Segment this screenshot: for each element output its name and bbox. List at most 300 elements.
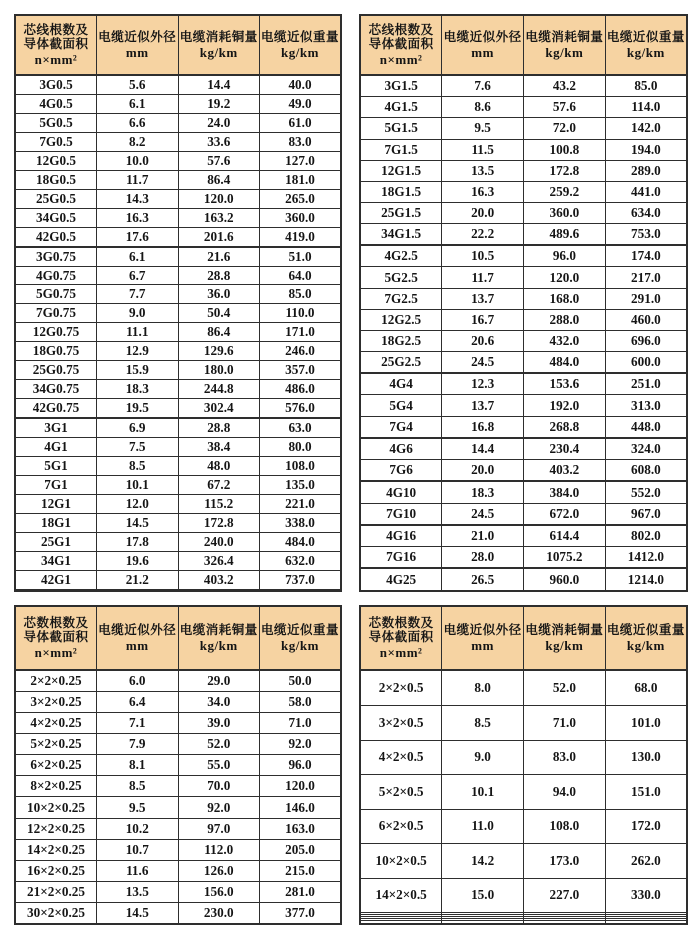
value-cell: 230.0	[178, 902, 260, 924]
spec-cell: 25G0.75	[15, 361, 97, 380]
value-cell: 240.0	[178, 532, 260, 551]
header-line: 芯线根数及	[368, 22, 434, 37]
value-cell: 259.2	[524, 181, 606, 202]
spec-cell: 5G1.5	[360, 118, 442, 139]
table-body	[15, 75, 341, 591]
value-cell: 80.0	[260, 438, 342, 457]
table-row	[15, 304, 341, 323]
table-row	[15, 513, 341, 532]
table-header	[15, 606, 341, 670]
table-row	[360, 706, 687, 741]
table-row	[15, 532, 341, 551]
table-row	[15, 494, 341, 513]
table-row	[360, 288, 687, 309]
table-row	[360, 374, 687, 395]
value-cell: 156.0	[178, 881, 260, 902]
table-row	[15, 457, 341, 476]
value-cell: 14.3	[97, 189, 179, 208]
value-cell: 13.5	[97, 881, 179, 902]
value-cell: 146.0	[260, 797, 342, 818]
header-cell-copper	[524, 606, 606, 670]
spec-cell: 12G1.5	[360, 160, 442, 181]
spec-cell: 5G0.5	[15, 113, 97, 132]
header-unit: mm	[125, 637, 149, 653]
value-cell: 634.0	[605, 202, 687, 223]
value-cell: 57.6	[524, 97, 606, 118]
table-row	[360, 740, 687, 775]
value-cell: 6.1	[97, 247, 179, 266]
value-cell: 114.0	[605, 97, 687, 118]
spec-cell: 7G2.5	[360, 288, 442, 309]
value-cell: 15.0	[442, 878, 524, 913]
header-line: 电缆消耗铜量	[179, 29, 258, 44]
value-cell: 55.0	[178, 755, 260, 776]
value-cell: 8.1	[97, 755, 179, 776]
table-row	[360, 809, 687, 844]
value-cell: 57.6	[178, 151, 260, 170]
spec-cell: 14×2×0.25	[15, 839, 97, 860]
header-line: 电缆近似重量	[260, 622, 339, 637]
spec-cell: 7G6	[360, 460, 442, 481]
value-cell: 40.0	[260, 75, 342, 95]
spec-cell: 7G1.5	[360, 139, 442, 160]
value-cell: 384.0	[524, 482, 606, 503]
value-cell: 614.4	[524, 525, 606, 546]
header-cell-spec	[360, 15, 442, 75]
value-cell: 142.0	[605, 118, 687, 139]
spec-cell: 3×2×0.5	[360, 706, 442, 741]
value-cell: 251.0	[605, 374, 687, 395]
value-cell: 9.5	[442, 118, 524, 139]
value-cell: 174.0	[605, 246, 687, 267]
value-cell: 9.5	[97, 797, 179, 818]
spec-cell: 12G0.75	[15, 323, 97, 342]
value-cell: 21.6	[178, 247, 260, 266]
spec-table	[359, 605, 688, 925]
value-cell: 6.9	[97, 419, 179, 438]
value-cell: 10.1	[97, 475, 179, 494]
value-cell: 360.0	[260, 208, 342, 227]
spec-cell: 7G0.75	[15, 304, 97, 323]
value-cell: 83.0	[260, 132, 342, 151]
value-cell: 265.0	[260, 189, 342, 208]
value-cell: 71.0	[524, 706, 606, 741]
table-row	[15, 189, 341, 208]
header-line: 导体截面积	[368, 630, 434, 645]
value-cell: 1412.0	[605, 547, 687, 568]
value-cell: 737.0	[260, 570, 342, 589]
header-line: 导体截面积	[23, 37, 89, 52]
value-cell	[605, 921, 687, 924]
header-unit: n×mm²	[34, 645, 78, 661]
value-cell: 52.0	[178, 734, 260, 755]
value-cell: 68.0	[605, 670, 687, 706]
table-row	[360, 525, 687, 546]
value-cell: 262.0	[605, 844, 687, 879]
value-cell: 1075.2	[524, 547, 606, 568]
value-cell: 576.0	[260, 399, 342, 418]
value-cell	[260, 589, 342, 591]
header-unit: kg/km	[199, 637, 238, 653]
value-cell: 72.0	[524, 118, 606, 139]
value-cell: 14.4	[442, 438, 524, 459]
value-cell: 17.8	[97, 532, 179, 551]
spec-cell: 18G0.75	[15, 342, 97, 361]
value-cell: 19.5	[97, 399, 179, 418]
value-cell: 17.6	[97, 227, 179, 246]
value-cell: 9.0	[97, 304, 179, 323]
spec-cell: 5G4	[360, 395, 442, 416]
spec-cell: 10×2×0.5	[360, 844, 442, 879]
header-cell-spec	[15, 15, 97, 75]
value-cell: 52.0	[524, 670, 606, 706]
table-header	[360, 15, 687, 75]
value-cell: 484.0	[260, 532, 342, 551]
table-row	[360, 267, 687, 288]
value-cell: 7.6	[442, 75, 524, 97]
spec-cell	[360, 921, 442, 924]
value-cell: 26.5	[442, 569, 524, 591]
value-cell: 24.5	[442, 351, 524, 372]
value-cell: 85.0	[260, 285, 342, 304]
value-cell: 135.0	[260, 475, 342, 494]
spec-cell: 3G0.75	[15, 247, 97, 266]
table-row	[15, 589, 341, 591]
table-row	[360, 921, 687, 924]
spec-cell: 4G1	[15, 438, 97, 457]
value-cell: 151.0	[605, 775, 687, 810]
value-cell: 227.0	[524, 878, 606, 913]
header-line: 电缆近似外径	[443, 29, 522, 44]
value-cell: 127.0	[260, 151, 342, 170]
value-cell: 10.5	[442, 246, 524, 267]
value-cell: 101.0	[605, 706, 687, 741]
table-row	[15, 839, 341, 860]
value-cell: 5.6	[97, 75, 179, 95]
spec-cell: 8×2×0.25	[15, 776, 97, 797]
value-cell: 12.3	[442, 374, 524, 395]
value-cell: 14.2	[442, 844, 524, 879]
value-cell: 100.8	[524, 139, 606, 160]
value-cell: 50.0	[260, 670, 342, 692]
spec-cell: 25G1.5	[360, 202, 442, 223]
value-cell: 357.0	[260, 361, 342, 380]
value-cell: 14.5	[97, 513, 179, 532]
spec-cell: 4×2×0.5	[360, 740, 442, 775]
spec-cell: 3G0.5	[15, 75, 97, 95]
value-cell: 29.0	[178, 670, 260, 692]
value-cell: 13.5	[442, 160, 524, 181]
table-row	[15, 818, 341, 839]
table-row	[360, 246, 687, 267]
value-cell: 61.0	[260, 113, 342, 132]
header-line: 电缆近似重量	[606, 622, 685, 637]
spec-cell: 34G0.5	[15, 208, 97, 227]
header-cell-diameter	[442, 606, 524, 670]
header-cell-copper	[178, 606, 260, 670]
header-line: 芯数根数及	[23, 615, 89, 630]
table-row	[360, 775, 687, 810]
spec-cell: 7G4	[360, 416, 442, 437]
value-cell: 129.6	[178, 342, 260, 361]
table-row	[360, 482, 687, 503]
value-cell: 419.0	[260, 227, 342, 246]
value-cell: 6.4	[97, 692, 179, 713]
value-cell: 326.4	[178, 551, 260, 570]
value-cell: 180.0	[178, 361, 260, 380]
header-unit: mm	[471, 637, 494, 653]
table-row	[360, 351, 687, 372]
value-cell: 173.0	[524, 844, 606, 879]
value-cell: 802.0	[605, 525, 687, 546]
value-cell: 120.0	[260, 776, 342, 797]
table-row	[360, 878, 687, 913]
value-cell: 36.0	[178, 285, 260, 304]
value-cell: 11.1	[97, 323, 179, 342]
spec-cell: 42G0.5	[15, 227, 97, 246]
table-row	[360, 160, 687, 181]
spec-cell: 4G16	[360, 525, 442, 546]
value-cell: 230.4	[524, 438, 606, 459]
table-row	[15, 380, 341, 399]
table-row	[360, 224, 687, 245]
value-cell: 8.5	[97, 776, 179, 797]
table-row	[15, 734, 341, 755]
table-row	[360, 438, 687, 459]
header-cell-weight	[605, 606, 687, 670]
spec-cell: 30×2×0.25	[15, 902, 97, 924]
table-row	[360, 395, 687, 416]
spec-cell: 5G2.5	[360, 267, 442, 288]
value-cell: 7.9	[97, 734, 179, 755]
value-cell	[524, 921, 606, 924]
value-cell: 15.9	[97, 361, 179, 380]
value-cell: 484.0	[524, 351, 606, 372]
value-cell: 94.0	[524, 775, 606, 810]
spec-cell: 34G1	[15, 551, 97, 570]
value-cell: 600.0	[605, 351, 687, 372]
table-row	[15, 419, 341, 438]
header-line: 电缆近似外径	[98, 29, 177, 44]
value-cell: 552.0	[605, 482, 687, 503]
table-row	[15, 692, 341, 713]
value-cell: 48.0	[178, 457, 260, 476]
spec-cell: 7G1	[15, 475, 97, 494]
cable-table-bottom-left	[14, 605, 342, 925]
value-cell: 92.0	[260, 734, 342, 755]
value-cell: 7.7	[97, 285, 179, 304]
spec-cell: 18G1.5	[360, 181, 442, 202]
table-row	[15, 860, 341, 881]
spec-cell: 4G2.5	[360, 246, 442, 267]
table-row	[15, 285, 341, 304]
table-row	[360, 139, 687, 160]
value-cell: 672.0	[524, 503, 606, 524]
value-cell: 281.0	[260, 881, 342, 902]
table-row	[15, 151, 341, 170]
value-cell: 112.0	[178, 839, 260, 860]
table-row	[360, 460, 687, 481]
table-row	[360, 202, 687, 223]
value-cell: 330.0	[605, 878, 687, 913]
spec-cell: 21×2×0.25	[15, 881, 97, 902]
header-line: 芯数根数及	[368, 615, 434, 630]
value-cell: 11.6	[97, 860, 179, 881]
value-cell: 86.4	[178, 323, 260, 342]
value-cell: 86.4	[178, 170, 260, 189]
value-cell: 8.2	[97, 132, 179, 151]
value-cell: 28.0	[442, 547, 524, 568]
table-row	[15, 95, 341, 114]
header-unit: n×mm²	[379, 52, 423, 68]
value-cell: 20.0	[442, 202, 524, 223]
cable-table-bottom-right	[359, 605, 688, 925]
value-cell: 92.0	[178, 797, 260, 818]
value-cell: 28.8	[178, 266, 260, 285]
value-cell: 172.8	[524, 160, 606, 181]
value-cell: 153.6	[524, 374, 606, 395]
spec-cell: 7G16	[360, 547, 442, 568]
value-cell: 13.7	[442, 288, 524, 309]
header-unit: kg/km	[545, 637, 584, 653]
value-cell: 1214.0	[605, 569, 687, 591]
spec-table	[359, 14, 688, 592]
value-cell: 194.0	[605, 139, 687, 160]
header-unit: kg/km	[199, 44, 238, 60]
header-cell-spec	[15, 606, 97, 670]
value-cell	[97, 589, 179, 591]
value-cell: 8.5	[442, 706, 524, 741]
value-cell: 96.0	[260, 755, 342, 776]
table-row	[15, 797, 341, 818]
table-row	[15, 361, 341, 380]
spec-cell: 6×2×0.25	[15, 755, 97, 776]
table-row	[15, 570, 341, 589]
spec-cell: 4G1.5	[360, 97, 442, 118]
value-cell: 12.9	[97, 342, 179, 361]
table-row	[360, 118, 687, 139]
spec-cell: 12G2.5	[360, 309, 442, 330]
table-row	[15, 755, 341, 776]
header-cell-spec	[360, 606, 442, 670]
spec-cell: 12×2×0.25	[15, 818, 97, 839]
value-cell: 192.0	[524, 395, 606, 416]
table-row	[15, 881, 341, 902]
spec-cell: 3×2×0.25	[15, 692, 97, 713]
spec-cell: 12G0.5	[15, 151, 97, 170]
value-cell: 50.4	[178, 304, 260, 323]
table-row	[360, 844, 687, 879]
value-cell: 6.6	[97, 113, 179, 132]
header-unit: mm	[471, 44, 494, 60]
header-line: 电缆消耗铜量	[525, 29, 604, 44]
spec-cell: 10×2×0.25	[15, 797, 97, 818]
value-cell: 8.0	[442, 670, 524, 706]
value-cell: 18.3	[97, 380, 179, 399]
value-cell: 324.0	[605, 438, 687, 459]
header-line: 电缆近似重量	[606, 29, 685, 44]
value-cell	[178, 589, 260, 591]
spec-cell: 18G2.5	[360, 330, 442, 351]
value-cell: 21.0	[442, 525, 524, 546]
value-cell: 696.0	[605, 330, 687, 351]
header-cell-weight	[605, 15, 687, 75]
value-cell: 338.0	[260, 513, 342, 532]
table-row	[15, 713, 341, 734]
value-cell: 10.2	[97, 818, 179, 839]
spec-cell: 42G0.75	[15, 399, 97, 418]
value-cell: 39.0	[178, 713, 260, 734]
spec-cell: 34G1.5	[360, 224, 442, 245]
value-cell: 70.0	[178, 776, 260, 797]
value-cell: 16.8	[442, 416, 524, 437]
header-cell-copper	[524, 15, 606, 75]
value-cell: 58.0	[260, 692, 342, 713]
table-row	[15, 438, 341, 457]
value-cell: 51.0	[260, 247, 342, 266]
table-row	[360, 75, 687, 97]
value-cell: 16.7	[442, 309, 524, 330]
value-cell: 302.4	[178, 399, 260, 418]
value-cell: 8.5	[97, 457, 179, 476]
table-row	[15, 170, 341, 189]
value-cell: 64.0	[260, 266, 342, 285]
spec-cell: 34G0.75	[15, 380, 97, 399]
value-cell: 163.2	[178, 208, 260, 227]
spec-cell: 5×2×0.25	[15, 734, 97, 755]
spec-cell: 16×2×0.25	[15, 860, 97, 881]
header-cell-diameter	[442, 15, 524, 75]
header-unit: kg/km	[626, 637, 665, 653]
value-cell: 43.2	[524, 75, 606, 97]
value-cell: 244.8	[178, 380, 260, 399]
value-cell: 313.0	[605, 395, 687, 416]
spec-cell: 2×2×0.25	[15, 670, 97, 692]
table-row	[15, 208, 341, 227]
value-cell: 753.0	[605, 224, 687, 245]
header-line: 导体截面积	[23, 630, 89, 645]
value-cell: 460.0	[605, 309, 687, 330]
value-cell: 7.1	[97, 713, 179, 734]
table-row	[360, 670, 687, 706]
value-cell: 403.2	[178, 570, 260, 589]
header-unit: kg/km	[545, 44, 584, 60]
header-line: 电缆近似重量	[260, 29, 339, 44]
value-cell: 205.0	[260, 839, 342, 860]
value-cell: 10.0	[97, 151, 179, 170]
spec-cell: 18G0.5	[15, 170, 97, 189]
table-row	[360, 416, 687, 437]
spec-cell: 4G10	[360, 482, 442, 503]
value-cell: 217.0	[605, 267, 687, 288]
header-line: 电缆消耗铜量	[525, 622, 604, 637]
value-cell: 83.0	[524, 740, 606, 775]
spec-cell: 3G1	[15, 419, 97, 438]
header-unit: kg/km	[626, 44, 665, 60]
header-line: 电缆消耗铜量	[179, 622, 258, 637]
spec-cell: 12G1	[15, 494, 97, 513]
value-cell: 130.0	[605, 740, 687, 775]
value-cell: 181.0	[260, 170, 342, 189]
value-cell: 11.0	[442, 809, 524, 844]
value-cell: 13.7	[442, 395, 524, 416]
value-cell: 6.1	[97, 95, 179, 114]
table-body	[360, 75, 687, 591]
spec-cell: 2×2×0.5	[360, 670, 442, 706]
table-row	[15, 475, 341, 494]
value-cell: 96.0	[524, 246, 606, 267]
spec-cell: 7G0.5	[15, 132, 97, 151]
